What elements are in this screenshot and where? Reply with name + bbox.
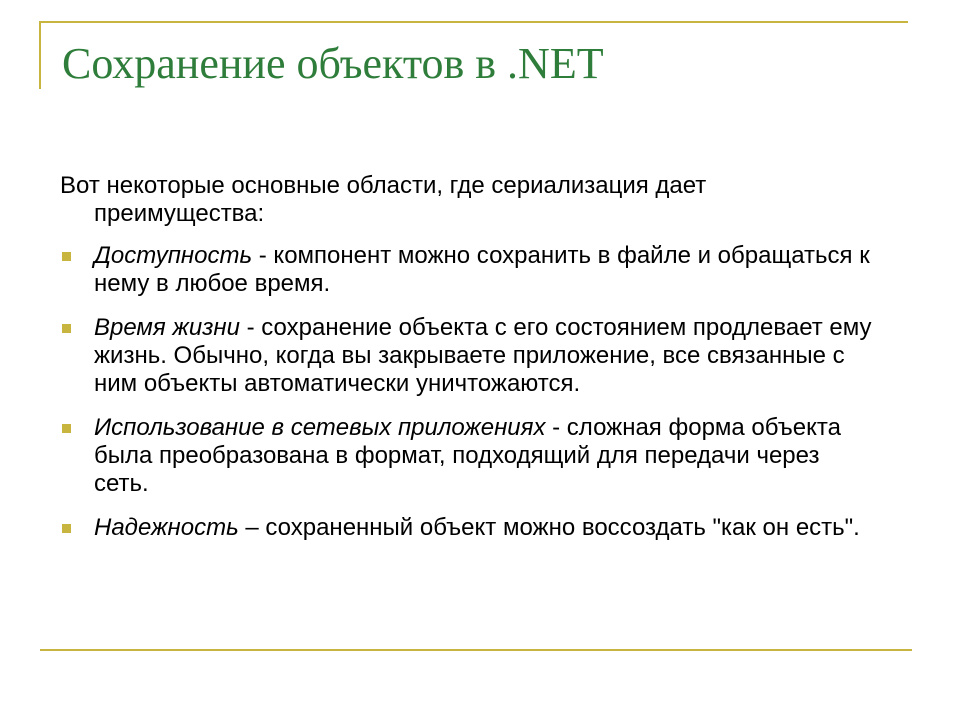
square-bullet-icon: [62, 424, 71, 433]
bullet-text: компонент можно сохранить в файле и обращаться к нему в любое время.: [94, 242, 870, 297]
frame-left-line: [39, 21, 41, 89]
bullet-term: Использование в сетевых приложениях: [94, 414, 546, 441]
frame-top-line: [40, 21, 908, 23]
bullet-text: сложная форма объекта была преобразована в формат, подходящий для передачи через сеть.: [94, 414, 841, 497]
slide-title: Сохранение объектов в .NET: [62, 39, 604, 88]
bullet-item-accessibility: [60, 242, 880, 298]
square-bullet-icon: [62, 324, 71, 333]
bullet-item-reliability: [60, 514, 880, 542]
bullet-text: сохраненный объект можно воссоздать "как он есть".: [265, 514, 860, 541]
bullet-separator: -: [545, 414, 567, 441]
bullet-term: Время жизни: [94, 314, 240, 341]
bullet-list: [60, 242, 880, 542]
bullet-term: Доступность: [94, 242, 253, 269]
slide-content: [60, 172, 880, 558]
frame-bottom-line: [40, 649, 912, 651]
bullet-item-lifetime: [60, 314, 880, 398]
bullet-term: Надежность: [94, 514, 239, 541]
intro-text: Вот некоторые основные области, где сериализация дает преимущества:: [60, 172, 707, 227]
square-bullet-icon: [62, 524, 71, 533]
bullet-text: сохранение объекта с его состоянием продлевает ему жизнь. Обычно, когда вы закрываете приложение, все связанные с ним объекты автоматически уничтожаются.: [94, 314, 872, 397]
bullet-separator: -: [252, 242, 274, 269]
bullet-separator: –: [238, 514, 266, 541]
square-bullet-icon: [62, 252, 71, 261]
bullet-separator: -: [239, 314, 262, 341]
bullet-item-network: [60, 414, 880, 498]
